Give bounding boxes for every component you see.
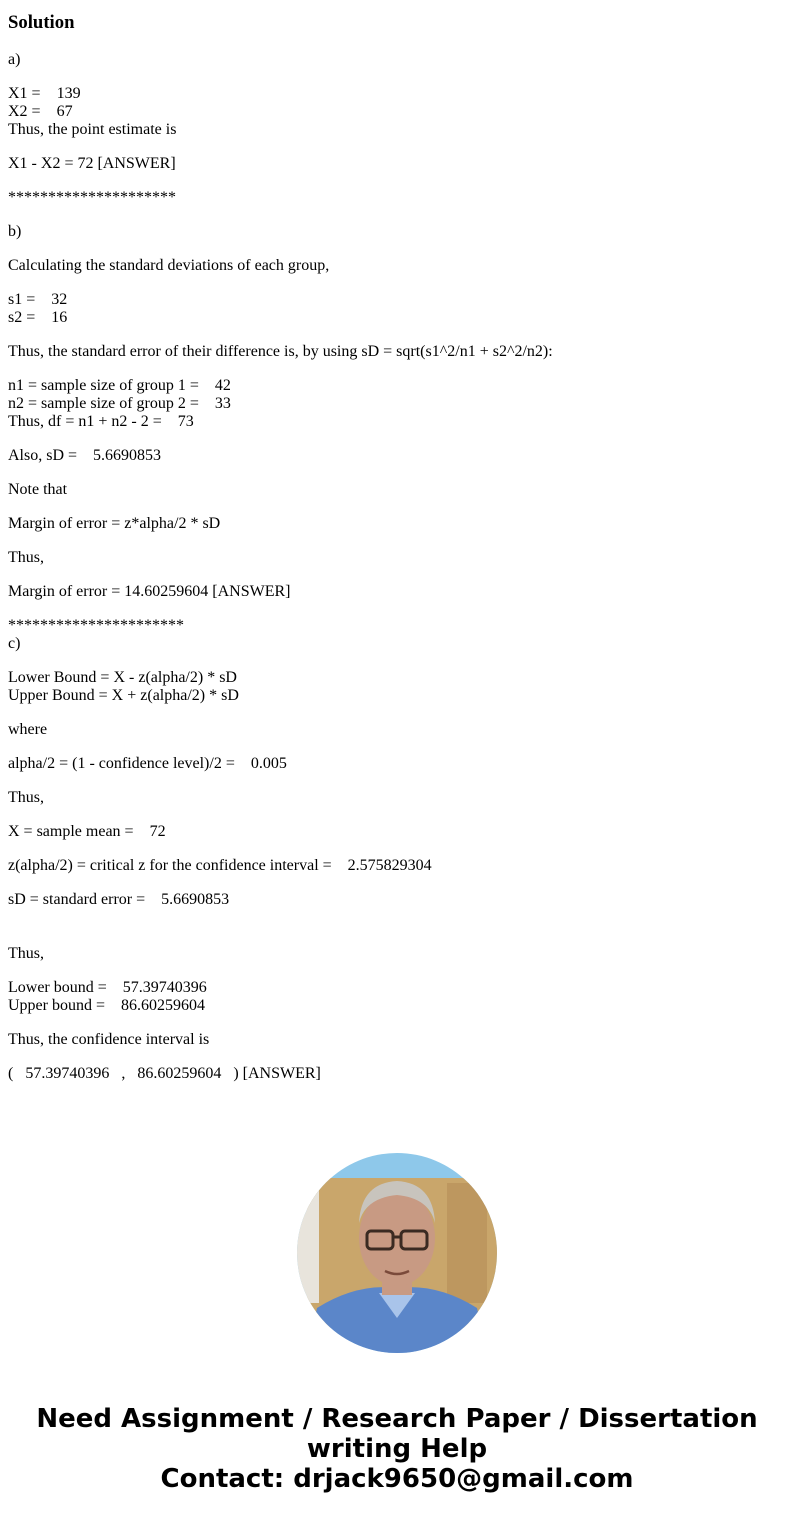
bound-formulas xyxy=(8,669,786,705)
thus-text-3: Thus, xyxy=(8,945,44,962)
confidence-interval-answer: ( 57.39740396 , 86.60259604 ) [ANSWER] xyxy=(8,1065,321,1082)
s2-value: s2 = 16 xyxy=(8,309,68,326)
part-b-label: b) xyxy=(8,223,22,240)
point-estimate-intro: Thus, the point estimate is xyxy=(8,121,177,138)
author-portrait-image xyxy=(297,1153,497,1353)
df-value: Thus, df = n1 + n2 - 2 = 73 xyxy=(8,413,194,430)
solution-document xyxy=(8,0,786,1083)
thus-text-1: Thus, xyxy=(8,549,44,566)
means-block xyxy=(8,85,786,139)
note-text: Note that xyxy=(8,481,68,498)
part-c-label: c) xyxy=(8,635,21,652)
sd-value: Also, sD = 5.6690853 xyxy=(8,447,162,464)
upper-bound-value: Upper bound = 86.60259604 xyxy=(8,997,206,1014)
part-c-header xyxy=(8,617,786,653)
author-photo xyxy=(297,1153,497,1353)
alpha-value: alpha/2 = (1 - confidence level)/2 = 0.005 xyxy=(8,755,287,772)
n2-value: n2 = sample size of group 2 = 33 xyxy=(8,395,231,412)
calc-sd-text: Calculating the standard deviations of each group, xyxy=(8,257,330,274)
critical-z-value: z(alpha/2) = critical z for the confidence interval = 2.575829304 xyxy=(8,857,432,874)
footer-line-2: writing Help xyxy=(306,1434,488,1464)
lower-bound-value: Lower bound = 57.39740396 xyxy=(8,979,207,996)
contact-footer xyxy=(0,1404,794,1494)
sd-block xyxy=(8,291,786,327)
margin-of-error-formula: Margin of error = z*alpha/2 * sD xyxy=(8,515,221,532)
confidence-interval-intro: Thus, the confidence interval is xyxy=(8,1031,210,1048)
page-title: Solution xyxy=(8,12,75,33)
part-a-label: a) xyxy=(8,51,21,68)
s1-value: s1 = 32 xyxy=(8,291,68,308)
where-text: where xyxy=(8,721,48,738)
lower-bound-formula: Lower Bound = X - z(alpha/2) * sD xyxy=(8,669,237,686)
bounds-block xyxy=(8,979,786,1015)
n1-value: n1 = sample size of group 1 = 42 xyxy=(8,377,231,394)
footer-line-1: Need Assignment / Research Paper / Dissertation xyxy=(36,1404,758,1434)
x2-value: X2 = 67 xyxy=(8,103,73,120)
upper-bound-formula: Upper Bound = X + z(alpha/2) * sD xyxy=(8,687,239,704)
thus-text-2: Thus, xyxy=(8,789,44,806)
sample-size-block xyxy=(8,377,786,431)
sample-mean-value: X = sample mean = 72 xyxy=(8,823,166,840)
x1-value: X1 = 139 xyxy=(8,85,81,102)
margin-of-error-answer: Margin of error = 14.60259604 [ANSWER] xyxy=(8,583,291,600)
standard-error-value: sD = standard error = 5.6690853 xyxy=(8,891,230,908)
footer-contact-email: Contact: drjack9650@gmail.com xyxy=(160,1464,634,1494)
separator-2: ********************** xyxy=(8,617,184,634)
point-estimate-answer: X1 - X2 = 72 [ANSWER] xyxy=(8,155,176,172)
separator-1: ********************* xyxy=(8,189,176,206)
standard-error-intro: Thus, the standard error of their difference is, by using sD = sqrt(s1^2/n1 + s2^2/n2): xyxy=(8,343,553,360)
